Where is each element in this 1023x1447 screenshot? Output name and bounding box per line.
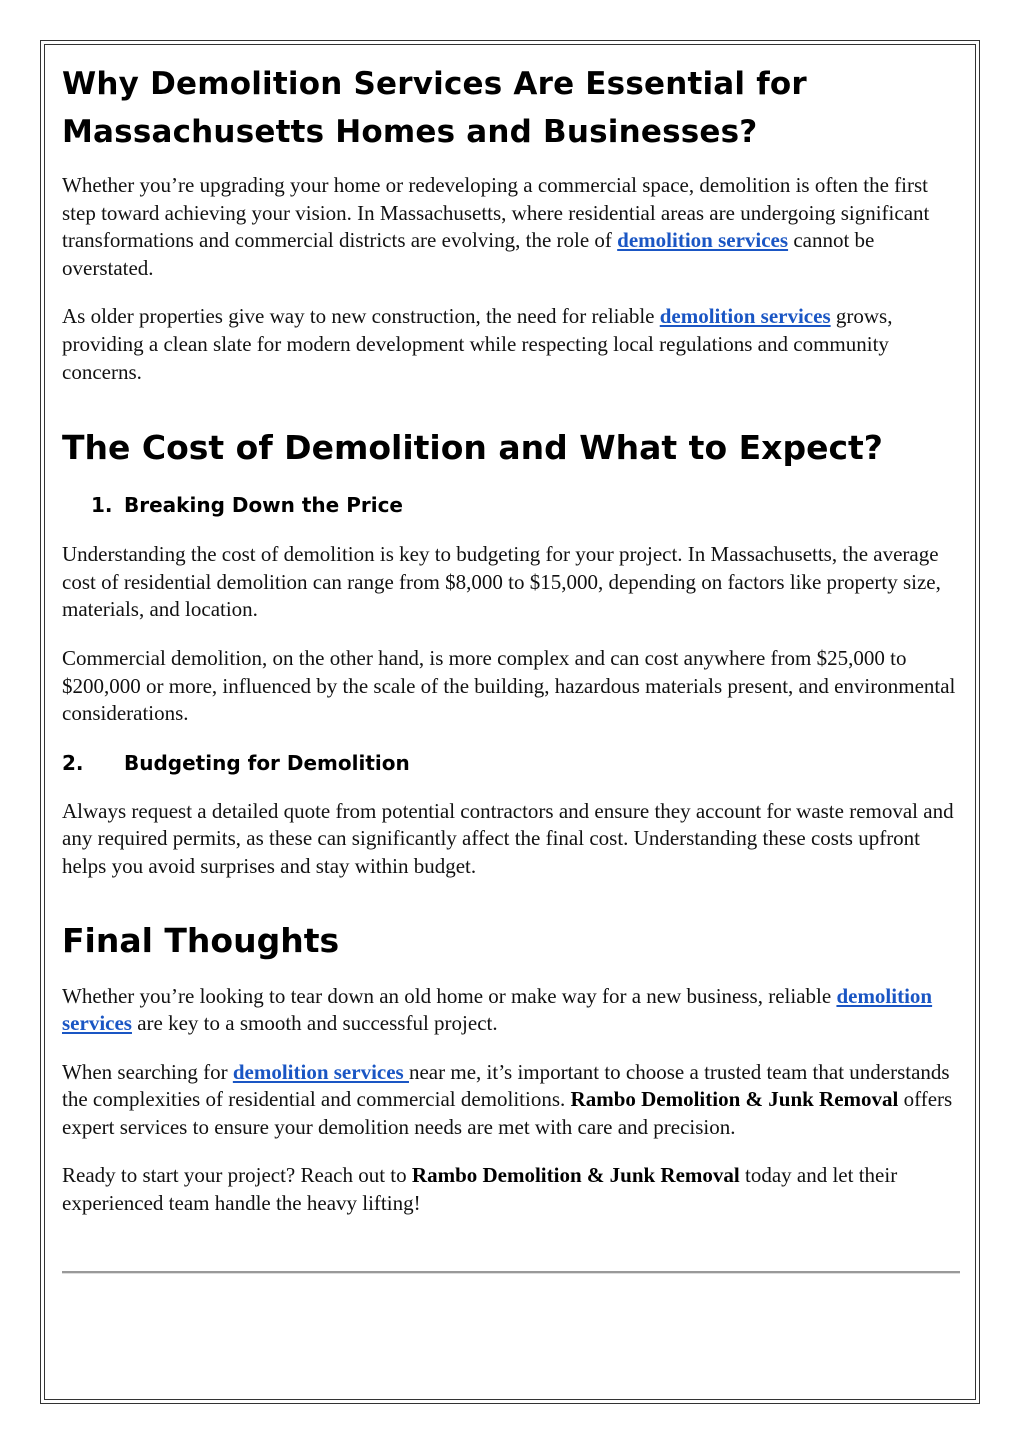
final-p2-end: offers expert services to ensure your demolition needs are met with care and precision. (62, 1087, 953, 1139)
final-paragraph-3 (62, 1162, 960, 1217)
cost-paragraph-2: Commercial demolition, on the other hand, is more complex and can cost anywhere from $25,000 to $200,000 or more, influenced by the scale of the building, hazardous materials present, and environmental considerations. (62, 645, 956, 726)
cost-heading: The Cost of Demolition and What to Expect? (62, 428, 883, 468)
cost-paragraph-1: Understanding the cost of demolition is key to budgeting for your project. In Massachusetts, the average cost of residential demolition can range from $8,000 to $15,000, depending on factors like property size, materials, and location. (62, 542, 941, 622)
final-p1-text: Whether you’re looking to tear down an old home or make way for a new business, reliable (62, 983, 837, 1008)
intro-p1-text: Whether you’re upgrading your home or redeveloping a commercial space, demolition is often the first step toward achieving your vision. In Massachusetts, where residential areas are undergoing significant transformations and commercial districts are evolving, the role of (62, 173, 930, 253)
company-name: Rambo Demolition & Junk Removal (411, 1163, 740, 1188)
subheading-title: Breaking Down the Price (124, 493, 403, 518)
final-paragraph-1 (62, 983, 960, 1038)
final-p1-end: are key to a smooth and successful project. (131, 1011, 498, 1036)
intro-p1-end: cannot be overstated. (62, 228, 875, 280)
intro-paragraph-1 (62, 172, 960, 282)
budget-paragraph: Always request a detailed quote from potential contractors and ensure they account for waste removal and any required permits, as these can significantly affect the final cost. Understanding these costs upfront helps you avoid surprises and stay within budget. (62, 798, 954, 878)
subheading-title: Budgeting for Demolition (124, 750, 410, 775)
final-p3-end: today and let their experienced team handle the heavy lifting! (62, 1163, 898, 1216)
page-title: Why Demolition Services Are Essential for Massachusetts Homes and Businesses? (62, 66, 807, 150)
subheading-number: 2. (62, 750, 84, 775)
final-p2-mid: near me, it’s important to choose a trusted team that understands the complexities of residential and commercial demolitions. (62, 1059, 950, 1112)
subheading-breaking-down-price (62, 492, 960, 518)
company-name: Rambo Demolition & Junk Removal (570, 1087, 899, 1112)
final-p2-text: When searching for (62, 1059, 233, 1084)
demolition-services-link-1[interactable]: demolition services (617, 228, 789, 253)
intro-p2-text: As older properties give way to new construction, the need for reliable (62, 304, 660, 329)
horizontal-rule (62, 1271, 960, 1274)
demolition-services-link-3[interactable]: demolition services (62, 983, 933, 1036)
demolition-services-link-4[interactable]: demolition services (232, 1059, 409, 1084)
document-body (62, 60, 960, 1218)
final-paragraph-2 (62, 1059, 960, 1142)
demolition-services-link-2[interactable]: demolition services (659, 304, 831, 329)
subheading-number: 1. (91, 493, 113, 518)
final-p3-text: Ready to start your project? Reach out to (62, 1163, 412, 1188)
final-thoughts-heading: Final Thoughts (62, 920, 340, 960)
intro-paragraph-2 (62, 303, 960, 386)
intro-p2-end: grows, providing a clean slate for modern development while respecting local regulations and community concerns. (62, 304, 893, 384)
subheading-budgeting (62, 750, 960, 776)
